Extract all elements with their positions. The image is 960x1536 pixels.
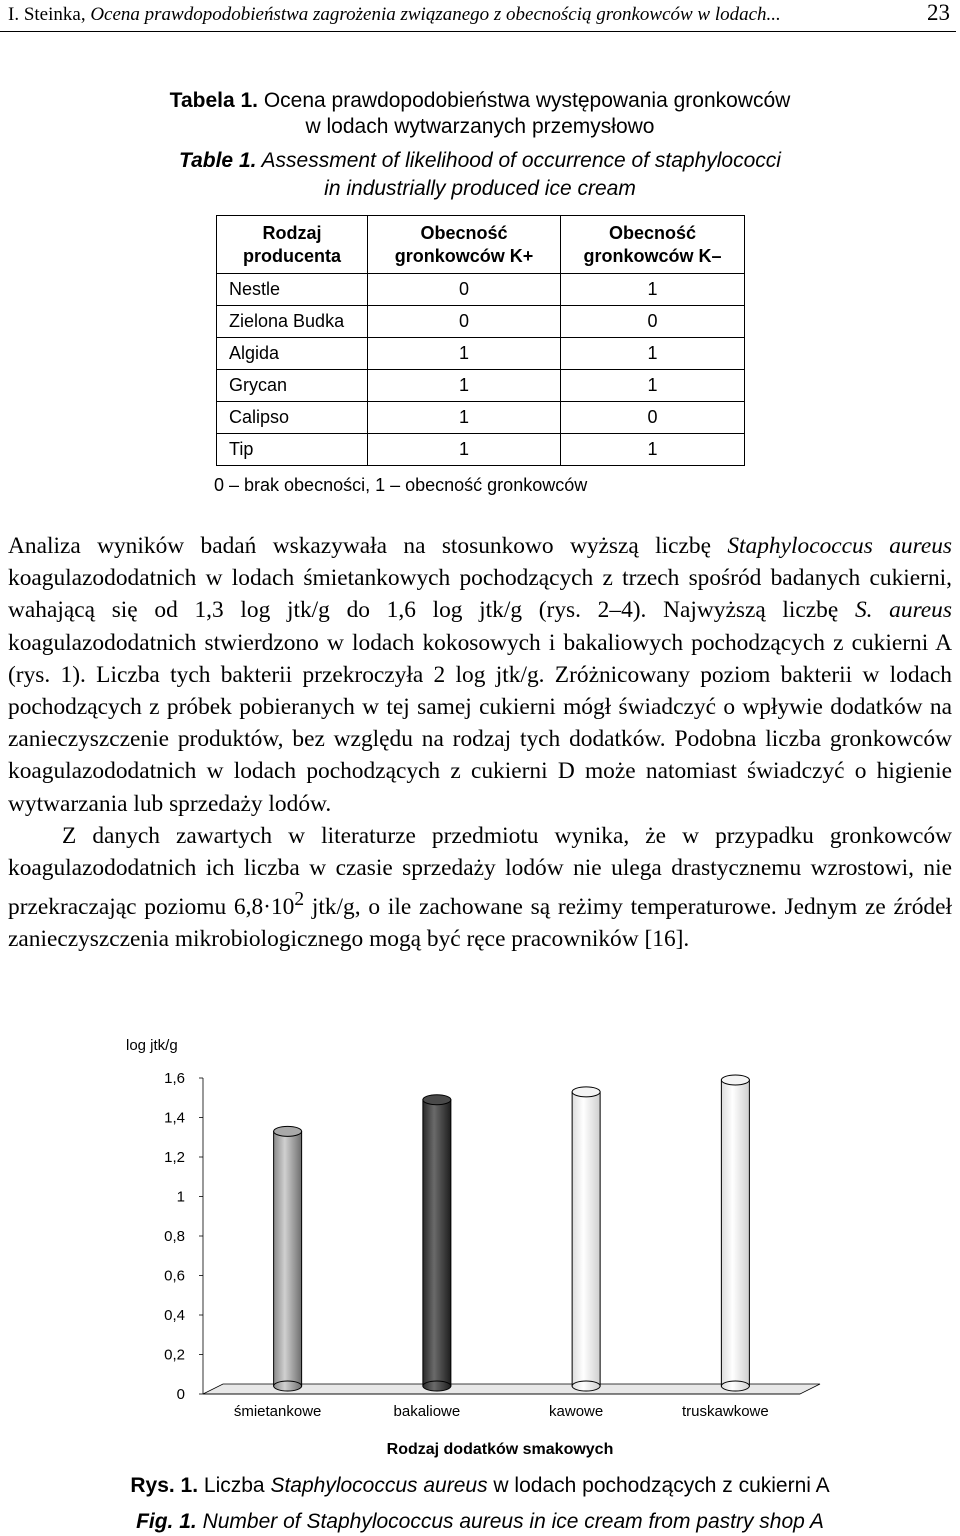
table-cell: Nestle (217, 274, 368, 306)
table-cell: 1 (368, 370, 561, 402)
bar-top (572, 1087, 600, 1097)
y-tick-label: 0,2 (164, 1346, 185, 1364)
producer-table-wrap (216, 215, 745, 466)
table-caption-en-label: Table 1. (179, 149, 257, 172)
bar (572, 1092, 600, 1386)
table-caption-pl-line1: Ocena prawdopodobieństwa występowania gronkowców (263, 89, 791, 112)
producer-table (216, 215, 745, 466)
bar (274, 1131, 302, 1386)
table-row (217, 434, 745, 466)
table-cell: Tip (217, 434, 368, 466)
table-caption-pl (0, 88, 960, 140)
table-cell: 0 (368, 306, 561, 338)
table-cell: 1 (561, 370, 745, 402)
table-cell: 1 (561, 274, 745, 306)
running-header (0, 0, 960, 32)
y-tick-label: 1 (176, 1188, 185, 1206)
table-cell: 0 (561, 306, 745, 338)
plot-area (164, 1070, 820, 1420)
table-cell: 0 (561, 402, 745, 434)
y-axis-label: log jtk/g (126, 1037, 178, 1054)
running-header-author: I. Steinka, (8, 4, 91, 25)
running-header-title: Ocena prawdopodobieństwa zagrożenia związanego z obecnością gronkowców w lodach... (90, 4, 781, 25)
y-tick-label: 0,4 (164, 1307, 185, 1324)
y-tick-label: 1,2 (164, 1149, 185, 1166)
x-axis-label: Rodzaj dodatków smakowych (386, 1441, 614, 1458)
bar-base (721, 1381, 749, 1391)
table-row (217, 306, 745, 338)
table-cell: 1 (368, 402, 561, 434)
bar (423, 1100, 451, 1386)
table-cell: 1 (561, 434, 745, 466)
bar-top (274, 1126, 302, 1136)
table-cell: Calipso (217, 402, 368, 434)
table-cell: 1 (368, 338, 561, 370)
table-cell: 1 (561, 338, 745, 370)
x-tick-label: bakaliowe (393, 1403, 461, 1420)
table-caption-en-line2: in industrially produced ice cream (324, 177, 636, 200)
table-caption-pl-label: Tabela 1. (169, 89, 258, 112)
table-header-row (217, 216, 745, 274)
table-caption-pl-line2: w lodach wytwarzanych przemysłowo (305, 115, 655, 138)
paragraph: Analiza wyników badań wskazywała na stosunkowo wyższą liczbę Staphylococcus aureus koagulazododatnich w lodach śmietankowych pochodzących z trzech spośród badanych cukierni, wahającą się od 1,3 log jtk/g do 1,6 log jtk/g (rys. 2–4). Najwyższą liczbę S. aureus koagulazododatnich stwierdzono w lodach kokosowych i bakaliowych pochodzących z cukierni A (rys. 1). Liczba tych bakterii przekroczyła 2 log jtk/g. Zróżnicowany poziom bakterii w lodach pochodzących z próbek pobieranych w tej samej cukierni mógł świadczyć o wpływie dodatków na zanieczyszczenie produktów, bez względu na rodzaj tych dodatków. Podobna liczba gronkowców koagulazododatnich w lodach pochodzących z cukierni D może natomiast świadczyć o higienie wytwarzania lub sprzedaży lodów. (8, 533, 953, 817)
figure-caption-pl: Rys. 1. Liczba Staphylococcus aureus w lodach pochodzących z cukierni A (130, 1474, 830, 1497)
bar-base (423, 1381, 451, 1391)
table-cell: Zielona Budka (217, 306, 368, 338)
table-row (217, 274, 745, 306)
figure-caption-en: Fig. 1. Number of Staphylococcus aureus in ice cream from pastry shop A (136, 1510, 824, 1533)
y-tick-label: 0,6 (164, 1267, 185, 1285)
x-tick-label: kawowe (549, 1403, 604, 1420)
bar-chart-svg (0, 1030, 960, 1470)
bar-chart (0, 1030, 960, 1475)
y-tick-label: 1,4 (164, 1109, 185, 1127)
table-row (217, 338, 745, 370)
bar (721, 1080, 749, 1386)
y-tick-label: 1,6 (164, 1070, 185, 1087)
x-tick-label: śmietankowe (233, 1403, 322, 1420)
table-caption-en (0, 147, 960, 203)
table-cell: Algida (217, 338, 368, 370)
bar-top (423, 1095, 451, 1105)
table-header-cell: Obecność gronkowców K+ (368, 216, 561, 274)
y-tick-label: 0 (176, 1386, 185, 1403)
table-row (217, 402, 745, 434)
table-note: 0 – brak obecności, 1 – obecność gronkowców (214, 475, 588, 495)
header-rule (0, 31, 956, 32)
y-tick-label: 0,8 (164, 1228, 185, 1245)
table-header-cell: Obecność gronkowców K– (561, 216, 745, 274)
paragraph: Z danych zawartych w literaturze przedmiotu wynika, że w przypadku gronkowców koagulazododatnich ich liczba w czasie sprzedaży lodów nie ulega drastycznemu wzrostowi, nie przekraczając poziomu $6,8\cdot 10^2$ jtk/g, o ile zachowane są reżimy temperaturowe. Jednym ze źródeł zanieczyszczenia mikrobiologicznego mogą być ręce pracowników [16]. (8, 822, 952, 953)
table-row (217, 370, 745, 402)
table-cell: 0 (368, 274, 561, 306)
x-tick-label: truskawkowe (682, 1403, 769, 1420)
running-header-text (8, 4, 781, 26)
table-header-cell: Rodzaj producenta (217, 216, 368, 274)
bar-base (572, 1381, 600, 1391)
body-text (8, 530, 952, 955)
table-cell: 1 (368, 434, 561, 466)
bar-base (274, 1381, 302, 1391)
table-caption-en-line1: Assessment of likelihood of occurrence of staphylococci (261, 149, 781, 172)
table-cell: Grycan (217, 370, 368, 402)
bar-top (721, 1075, 749, 1085)
page-number: 23 (927, 0, 950, 25)
